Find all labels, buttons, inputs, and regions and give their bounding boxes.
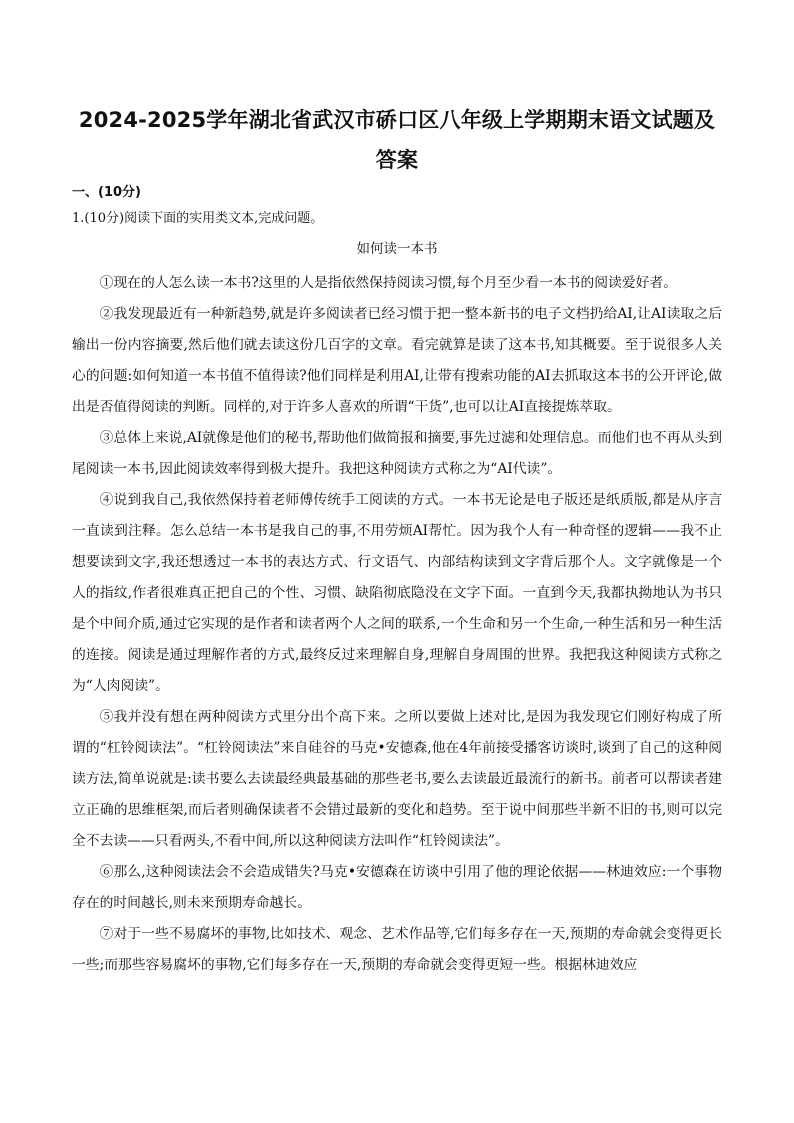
- paragraph-5: ⑤我并没有想在两种阅读方式里分出个高下来。之所以要做上述对比,是因为我发现它们刚好构成了所谓的“杠铃阅读法”。“杠铃阅读法”来自硅谷的马克•安德森,他在4年前接受播客访谈时,谈到了自己的这种阅读方法,简单说就是:读书要么去读最经典最基础的那些老书,要么去读最近最流行的新书。前者可以帮读者建立正确的思维框架,而后者则确保读者不会错过最新的变化和趋势。至于说中间那些半新不旧的书,则可以完全不去读——只看两头,不看中间,所以这种阅读方法叫作“杠铃阅读法”。: [72, 709, 722, 849]
- paragraph-6: ⑥那么,这种阅读法会不会造成错失?马克•安德森在访谈中引用了他的理论依据——林迪效应:一个事物存在的时间越长,则未来预期寿命越长。: [72, 864, 722, 911]
- section-heading: 一、(10分): [72, 185, 141, 200]
- paragraph-2: ②我发现最近有一种新趋势,就是许多阅读者已经习惯于把一整本新书的电子文档扔给AI,让AI读取之后输出一份内容摘要,然后他们就去读这份几百字的文章。看完就算是读了这本书,知其概要。至于说很多人关心的问题:如何知道一本书值不值得读?他们同样是利用AI,让带有搜索功能的AI去抓取这本书的公开评论,做出是否值得阅读的判断。同样的,对于许多人喜欢的所谓“干货”,也可以让AI直接提炼萃取。: [72, 306, 722, 415]
- article-title: 如何读一本书: [356, 241, 438, 257]
- paragraph-3: ③总体上来说,AI就像是他们的秘书,帮助他们做简报和摘要,事先过滤和处理信息。而他们也不再从头到尾阅读一本书,因此阅读效率得到极大提升。我把这种阅读方式称之为“AI代读”。: [72, 430, 722, 477]
- paragraph-1: ①现在的人怎么读一本书?这里的人是指依然保持阅读习惯,每个月至少看一本书的阅读爱好者。: [99, 275, 678, 291]
- paragraph-4: ④说到我自己,我依然保持着老师傅传统手工阅读的方式。一本书无论是电子版还是纸质版,都是从序言一直读到注释。怎么总结一本书是我自己的事,不用劳烦AI帮忙。因为我个人有一种奇怪的逻辑——我不止想要读到文字,我还想透过一本书的表达方式、行文语气、内部结构读到文字背后那个人。文字就像是一个人的指纹,作者很难真正把自己的个性、习惯、缺陷彻底隐没在文字下面。一直到今天,我都执拗地认为书只是个中间介质,通过它实现的是作者和读者两个人之间的联系,一个生命和另一个生命,一种生活和另一种生活的连接。阅读是通过理解作者的方式,最终反过来理解自身,理解自身周围的世界。我把我这种阅读方式称之为“人肉阅读”。: [72, 492, 722, 694]
- paragraph-7: ⑦对于一些不易腐坏的事物,比如技术、观念、艺术作品等,它们每多存在一天,预期的寿命就会变得更长一些;而那些容易腐坏的事物,它们每多存在一天,预期的寿命就会变得更短一些。根据林迪效应: [72, 926, 722, 973]
- document-title: 2024-2025学年湖北省武汉市硚口区八年级上学期期末语文试题及答案: [78, 108, 716, 172]
- question-prompt: 1.(10分)阅读下面的实用类文本,完成问题。: [72, 211, 324, 226]
